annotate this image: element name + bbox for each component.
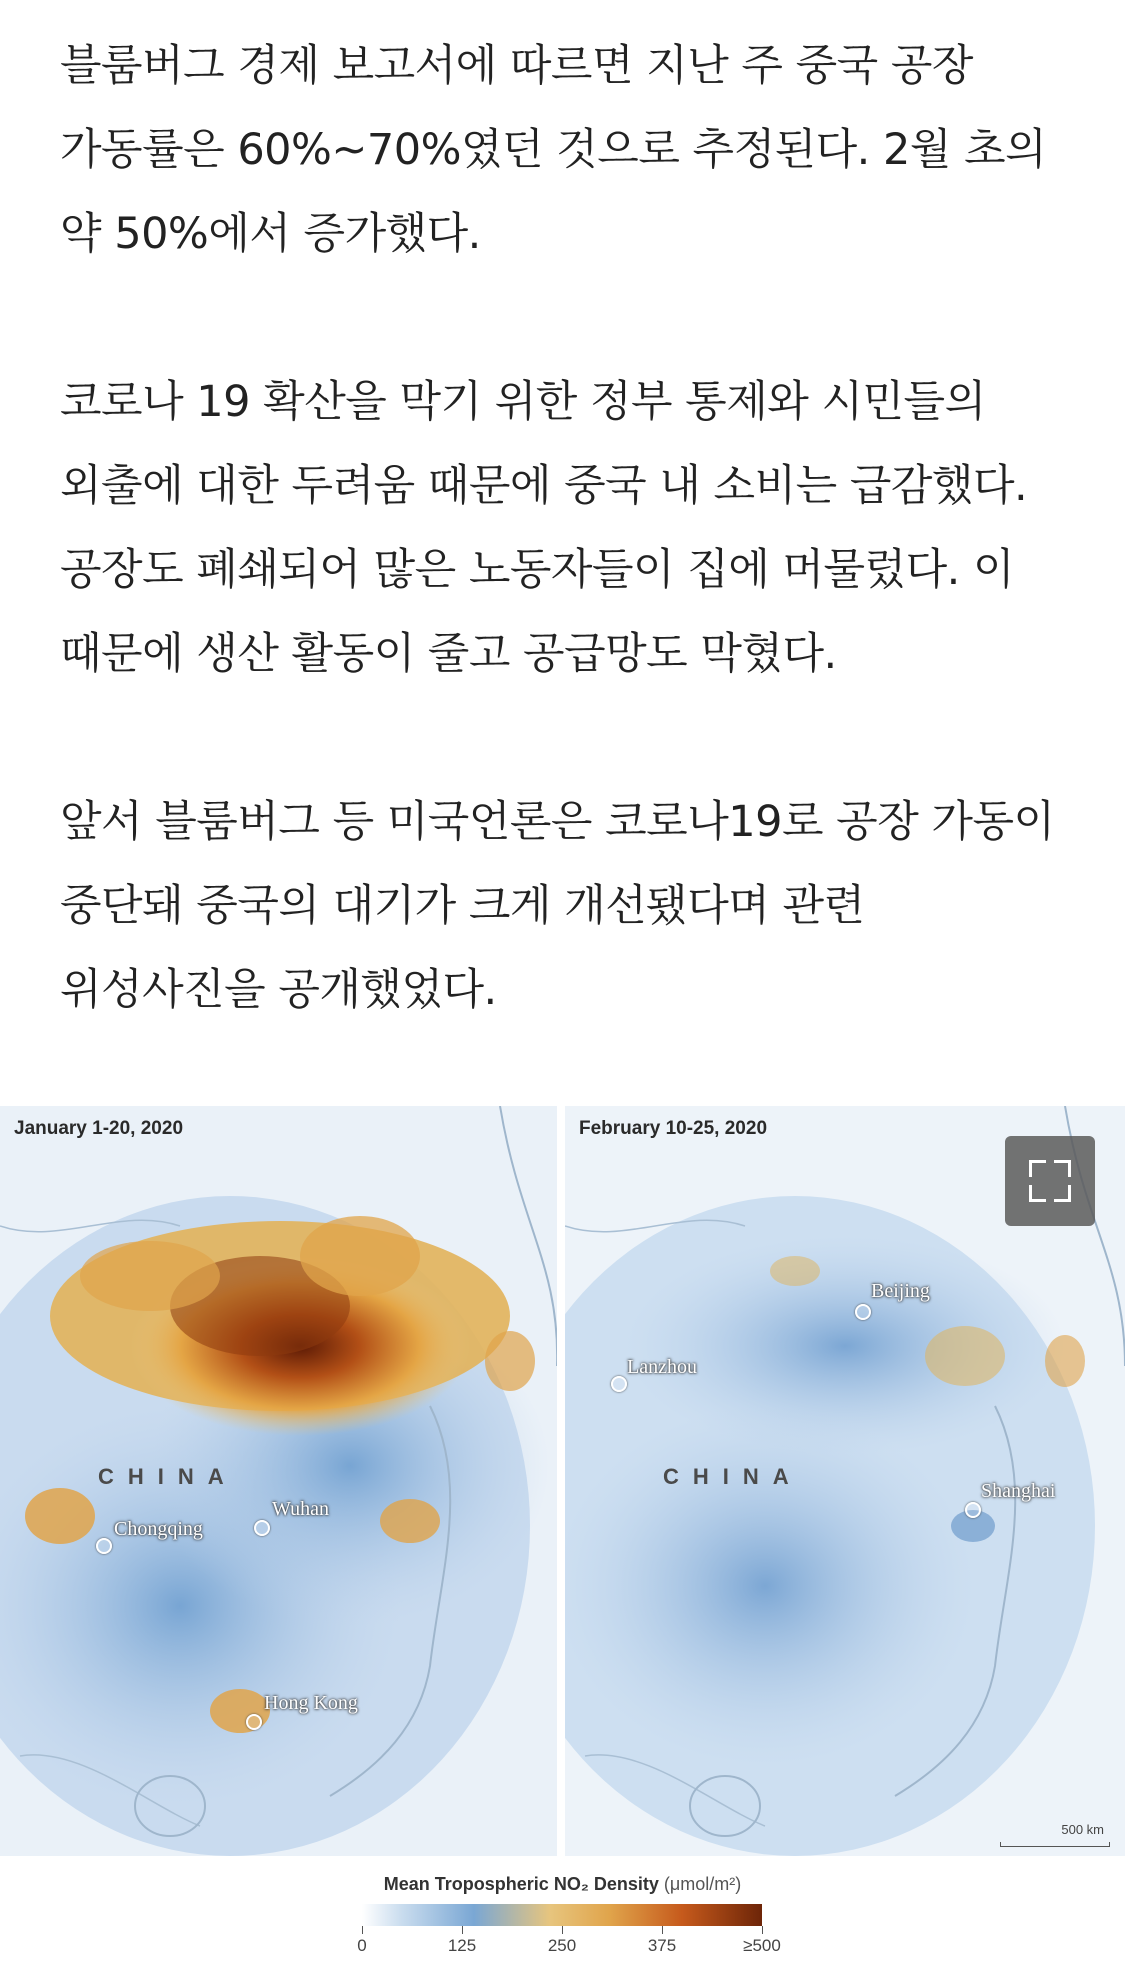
legend-tick-label: 125 (447, 1936, 477, 1955)
map-january-image (0, 1106, 557, 1856)
legend-title: Mean Tropospheric NO₂ Density (μmol/m²) (383, 1874, 742, 1894)
paragraph-3: 앞서 블룸버그 등 미국언론은 코로나19로 공장 가동이 중단돼 중국의 대기가 크게 개선됐다며 관련 위성사진을 공개했었다. (60, 797, 1055, 1015)
city-label-lanzhou: Lanzhou (627, 1356, 697, 1378)
legend-ticks (357, 1926, 781, 1956)
map-january (0, 1106, 557, 1856)
legend-color-scale (362, 1904, 762, 1926)
city-label-beijing: Beijing (871, 1280, 930, 1302)
expand-image-button[interactable] (1005, 1136, 1095, 1226)
paragraph-1: 블룸버그 경제 보고서에 따르면 지난 주 중국 공장 가동률은 60%~70%였던 것으로 추정된다. 2월 초의 약 50%에서 증가했다. (60, 41, 1047, 259)
china-label-right: CHINA (663, 1464, 803, 1489)
lanzhou-marker-icon (611, 1376, 627, 1392)
city-label-hongkong: Hong Kong (264, 1692, 358, 1714)
legend-tick-label: 0 (357, 1936, 367, 1955)
hongkong-marker-icon (246, 1714, 262, 1730)
article-body (60, 24, 1070, 1032)
city-label-wuhan: Wuhan (272, 1498, 329, 1520)
satellite-figure[interactable] (0, 1106, 1125, 1986)
chongqing-marker-icon (96, 1538, 112, 1554)
map-divider (557, 1106, 565, 1856)
paragraph-2: 코로나 19 확산을 막기 위한 정부 통제와 시민들의 외출에 대한 두려움 때문에 중국 내 소비는 급감했다. 공장도 폐쇄되어 많은 노동자들이 집에 머물렀다. 이 때문에 생산 활동이 줄고 공급망도 막혔다. (60, 377, 1028, 679)
china-label-left: CHINA (98, 1464, 238, 1489)
wuhan-marker-icon (254, 1520, 270, 1536)
shanghai-marker-icon (965, 1502, 981, 1518)
legend-tick-label: 250 (547, 1936, 577, 1955)
map-january-title: January 1-20, 2020 (14, 1118, 184, 1139)
no2-legend (0, 1862, 1125, 1986)
map-february-title: February 10-25, 2020 (579, 1118, 768, 1139)
city-label-shanghai: Shanghai (981, 1480, 1056, 1502)
beijing-marker-icon (855, 1304, 871, 1320)
expand-icon (1029, 1160, 1046, 1177)
scale-bar-label: 500 km (1061, 1822, 1104, 1837)
legend-tick-label: 375 (647, 1936, 677, 1955)
legend-tick-label: ≥500 (743, 1936, 781, 1955)
city-label-chongqing: Chongqing (114, 1518, 203, 1540)
